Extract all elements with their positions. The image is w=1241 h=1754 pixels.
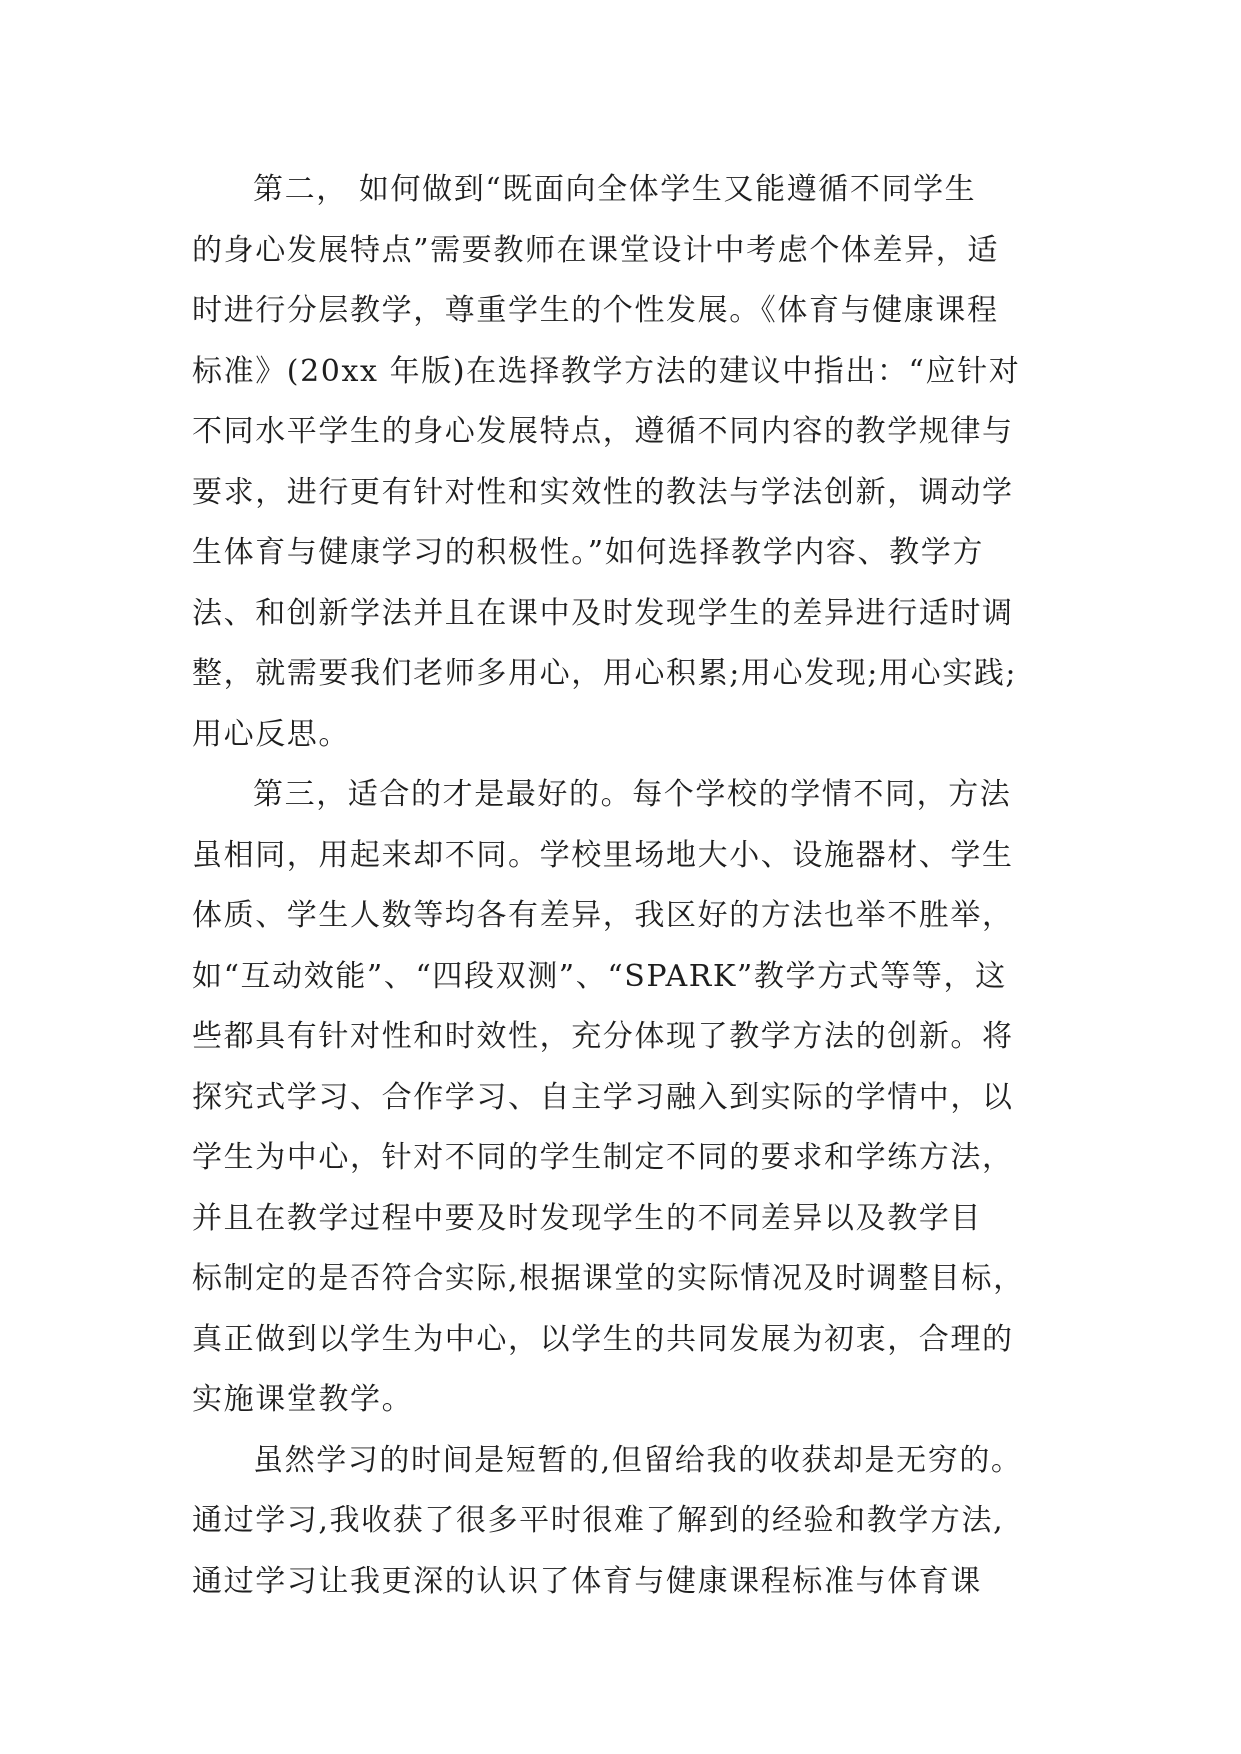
paragraph-third-point [192, 765, 1082, 1431]
text-line: 通过学习,我收获了很多平时很难了解到的经验和教学方法, [192, 1503, 1005, 1538]
text-line: 虽然学习的时间是短暂的,但留给我的收获却是无穷的。 [253, 1442, 1023, 1478]
text-line: 第二， 如何做到“既面向全体学生又能遵循不同学生 [253, 172, 977, 207]
text-line: 的身心发展特点”需要教师在课堂设计中考虑个体差异，适 [192, 232, 999, 268]
text-line: 并且在教学过程中要及时发现学生的不同差异以及教学目 [192, 1200, 982, 1236]
text-line: 实施课堂教学。 [192, 1382, 414, 1417]
text-line: 要求，进行更有针对性和实效性的教法与学法创新，调动学 [192, 474, 1014, 510]
text-line: 如“互动效能”、“四段双测”、“SPARK”教学方式等等，这 [192, 958, 1007, 994]
text-line: 体质、学生人数等均各有差异，我区好的方法也举不胜举， [192, 898, 1014, 933]
text-line: 整，就需要我们老师多用心，用心积累;用心发现;用心实践; [192, 656, 1018, 691]
text-line: 真正做到以学生为中心，以学生的共同发展为初衷，合理的 [192, 1321, 1014, 1357]
text-line: 第三，适合的才是最好的。每个学校的学情不同，方法 [253, 777, 1012, 812]
document-body [192, 160, 1082, 1612]
paragraph-conclusion [192, 1431, 1082, 1613]
text-line: 学生为中心，针对不同的学生制定不同的要求和学练方法， [192, 1140, 1014, 1175]
text-line: 用心反思。 [192, 716, 350, 752]
text-line: 些都具有针对性和时效性，充分体现了教学方法的创新。将 [192, 1019, 1014, 1054]
text-line: 标准》(20xx 年版)在选择教学方法的建议中指出：“应针对 [192, 353, 1021, 389]
text-line: 标制定的是否符合实际,根据课堂的实际情况及时调整目标， [192, 1261, 1025, 1296]
text-line: 虽相同，用起来却不同。学校里场地大小、设施器材、学生 [192, 837, 1014, 873]
text-line: 通过学习让我更深的认识了体育与健康课程标准与体育课 [192, 1563, 982, 1599]
text-line: 时进行分层教学，尊重学生的个性发展。《体育与健康课程 [192, 293, 999, 328]
text-line: 法、和创新学法并且在课中及时发现学生的差异进行适时调 [192, 595, 1014, 631]
text-line: 生体育与健康学习的积极性。”如何选择教学内容、教学方 [192, 535, 984, 570]
text-line: 探究式学习、合作学习、自主学习融入到实际的学情中，以 [192, 1079, 1014, 1115]
text-line: 不同水平学生的身心发展特点，遵循不同内容的教学规律与 [192, 414, 1014, 449]
paragraph-second-point [192, 160, 1082, 765]
